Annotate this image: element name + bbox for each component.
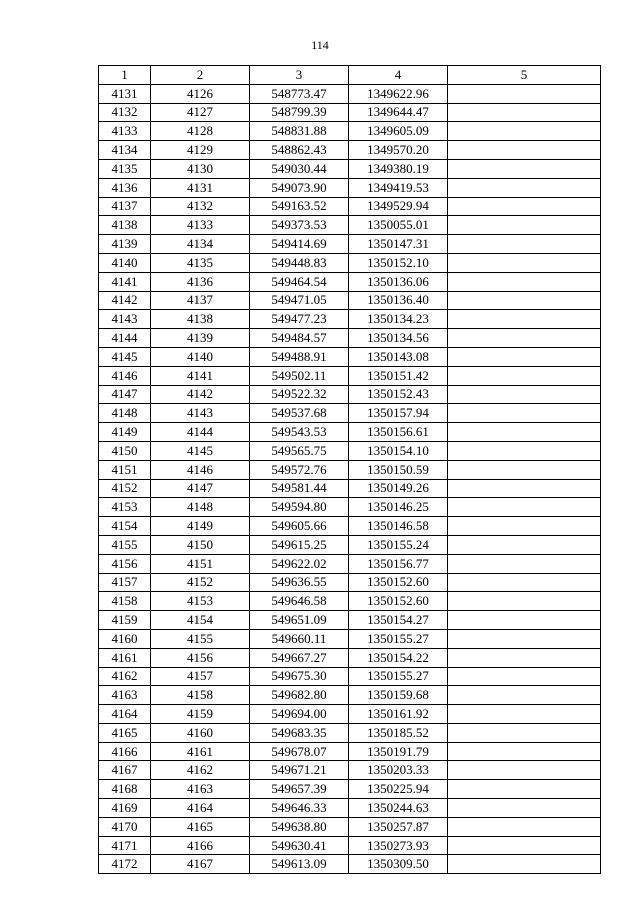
table-cell bbox=[448, 216, 601, 235]
table-row bbox=[99, 178, 601, 197]
table-cell: 1350146.25 bbox=[349, 498, 448, 517]
table-cell: 4132 bbox=[99, 103, 151, 122]
table-cell: 1349622.96 bbox=[349, 84, 448, 103]
table-cell bbox=[448, 103, 601, 122]
table-row bbox=[99, 84, 601, 103]
table-cell: 4136 bbox=[99, 178, 151, 197]
table-cell: 4157 bbox=[99, 573, 151, 592]
table-cell: 549537.68 bbox=[250, 404, 349, 423]
table-cell bbox=[448, 573, 601, 592]
table-row bbox=[99, 517, 601, 536]
table-row bbox=[99, 272, 601, 291]
table-row bbox=[99, 742, 601, 761]
table-cell: 1350155.27 bbox=[349, 629, 448, 648]
table-cell: 4153 bbox=[151, 592, 250, 611]
table-cell: 4142 bbox=[99, 291, 151, 310]
table-cell bbox=[448, 122, 601, 141]
table-row bbox=[99, 817, 601, 836]
table-cell: 4148 bbox=[151, 498, 250, 517]
table-row bbox=[99, 535, 601, 554]
table-cell: 1350156.61 bbox=[349, 423, 448, 442]
table-cell: 4143 bbox=[99, 310, 151, 329]
table-cell: 549448.83 bbox=[250, 253, 349, 272]
table-cell: 4149 bbox=[151, 517, 250, 536]
table-cell: 4137 bbox=[99, 197, 151, 216]
table-cell bbox=[448, 554, 601, 573]
table-cell: 4140 bbox=[99, 253, 151, 272]
table-cell bbox=[448, 366, 601, 385]
column-header: 1 bbox=[99, 66, 151, 85]
table-cell: 549636.55 bbox=[250, 573, 349, 592]
table-row bbox=[99, 441, 601, 460]
table-cell: 4164 bbox=[151, 799, 250, 818]
table-cell: 549163.52 bbox=[250, 197, 349, 216]
table-cell: 1349644.47 bbox=[349, 103, 448, 122]
table-cell: 1350309.50 bbox=[349, 855, 448, 874]
table-cell: 1350203.33 bbox=[349, 761, 448, 780]
table-cell: 1350161.92 bbox=[349, 705, 448, 724]
table-cell: 4146 bbox=[99, 366, 151, 385]
table-cell: 1350225.94 bbox=[349, 780, 448, 799]
table-cell: 549594.80 bbox=[250, 498, 349, 517]
table-cell: 549675.30 bbox=[250, 667, 349, 686]
table-cell: 1350143.08 bbox=[349, 347, 448, 366]
table-cell bbox=[448, 686, 601, 705]
table-cell: 1350154.22 bbox=[349, 648, 448, 667]
table-cell: 549638.80 bbox=[250, 817, 349, 836]
table-cell: 549682.80 bbox=[250, 686, 349, 705]
table-cell: 1350134.23 bbox=[349, 310, 448, 329]
table-cell: 549572.76 bbox=[250, 460, 349, 479]
table-cell: 1350257.87 bbox=[349, 817, 448, 836]
table-cell: 1350152.43 bbox=[349, 385, 448, 404]
table-cell: 549414.69 bbox=[250, 235, 349, 254]
table-cell: 549464.54 bbox=[250, 272, 349, 291]
table-cell: 549667.27 bbox=[250, 648, 349, 667]
table-row bbox=[99, 799, 601, 818]
table-cell: 4160 bbox=[99, 629, 151, 648]
table-row bbox=[99, 592, 601, 611]
table-cell: 4135 bbox=[99, 159, 151, 178]
table-cell: 549646.33 bbox=[250, 799, 349, 818]
table-cell: 549543.53 bbox=[250, 423, 349, 442]
table-cell: 1349380.19 bbox=[349, 159, 448, 178]
table-cell bbox=[448, 291, 601, 310]
table-row bbox=[99, 554, 601, 573]
table-cell: 4150 bbox=[99, 441, 151, 460]
table-cell: 4166 bbox=[151, 836, 250, 855]
table-cell: 4145 bbox=[99, 347, 151, 366]
table-cell: 4152 bbox=[151, 573, 250, 592]
table-cell: 549373.53 bbox=[250, 216, 349, 235]
table-cell: 549671.21 bbox=[250, 761, 349, 780]
table-cell: 1350244.63 bbox=[349, 799, 448, 818]
table-row bbox=[99, 291, 601, 310]
table-row bbox=[99, 216, 601, 235]
table-cell: 4156 bbox=[99, 554, 151, 573]
table-cell: 4154 bbox=[99, 517, 151, 536]
table-cell bbox=[448, 498, 601, 517]
table-row bbox=[99, 686, 601, 705]
table-cell: 1350159.68 bbox=[349, 686, 448, 705]
table-cell: 549694.00 bbox=[250, 705, 349, 724]
table-cell: 4159 bbox=[151, 705, 250, 724]
table-cell: 1350151.42 bbox=[349, 366, 448, 385]
table-cell: 4133 bbox=[151, 216, 250, 235]
table-cell bbox=[448, 197, 601, 216]
table-cell: 4138 bbox=[151, 310, 250, 329]
table-cell bbox=[448, 423, 601, 442]
table-cell: 549484.57 bbox=[250, 329, 349, 348]
table-row bbox=[99, 253, 601, 272]
table-row bbox=[99, 141, 601, 160]
table-cell: 4170 bbox=[99, 817, 151, 836]
table-cell: 4167 bbox=[99, 761, 151, 780]
table-cell: 4165 bbox=[151, 817, 250, 836]
table-cell: 4161 bbox=[99, 648, 151, 667]
table-cell: 4158 bbox=[99, 592, 151, 611]
table-cell: 4162 bbox=[151, 761, 250, 780]
table-cell: 4131 bbox=[151, 178, 250, 197]
table-cell bbox=[448, 310, 601, 329]
table-cell: 4133 bbox=[99, 122, 151, 141]
table-row bbox=[99, 103, 601, 122]
table-cell: 4167 bbox=[151, 855, 250, 874]
table-cell bbox=[448, 648, 601, 667]
table-cell: 4135 bbox=[151, 253, 250, 272]
table-cell: 4163 bbox=[99, 686, 151, 705]
table-cell: 1349605.09 bbox=[349, 122, 448, 141]
table-cell: 4147 bbox=[99, 385, 151, 404]
table-cell: 549622.02 bbox=[250, 554, 349, 573]
table-cell: 549683.35 bbox=[250, 723, 349, 742]
table-cell bbox=[448, 780, 601, 799]
table-cell bbox=[448, 441, 601, 460]
table-cell: 4141 bbox=[99, 272, 151, 291]
table-cell: 549651.09 bbox=[250, 611, 349, 630]
table-cell: 4132 bbox=[151, 197, 250, 216]
table-cell: 549471.05 bbox=[250, 291, 349, 310]
table-cell: 549488.91 bbox=[250, 347, 349, 366]
table-cell: 4127 bbox=[151, 103, 250, 122]
table-cell: 1350146.58 bbox=[349, 517, 448, 536]
table-cell: 549678.07 bbox=[250, 742, 349, 761]
table-cell bbox=[448, 517, 601, 536]
table-cell bbox=[448, 329, 601, 348]
table-cell: 4149 bbox=[99, 423, 151, 442]
table-cell: 1350152.60 bbox=[349, 573, 448, 592]
table-row bbox=[99, 310, 601, 329]
table-cell bbox=[448, 141, 601, 160]
table-cell: 4126 bbox=[151, 84, 250, 103]
table-cell: 549646.58 bbox=[250, 592, 349, 611]
table-cell bbox=[448, 629, 601, 648]
table-cell: 4159 bbox=[99, 611, 151, 630]
table-row bbox=[99, 460, 601, 479]
table-cell: 4145 bbox=[151, 441, 250, 460]
table-cell bbox=[448, 723, 601, 742]
table-cell: 549613.09 bbox=[250, 855, 349, 874]
page-number: 114 bbox=[311, 38, 329, 52]
table-row bbox=[99, 423, 601, 442]
table-cell bbox=[448, 592, 601, 611]
table-cell bbox=[448, 272, 601, 291]
table-cell: 4153 bbox=[99, 498, 151, 517]
table-cell: 4155 bbox=[99, 535, 151, 554]
table-cell: 4162 bbox=[99, 667, 151, 686]
table-cell bbox=[448, 460, 601, 479]
table-cell bbox=[448, 178, 601, 197]
table-row bbox=[99, 122, 601, 141]
table-row bbox=[99, 197, 601, 216]
table-cell: 4131 bbox=[99, 84, 151, 103]
table-row bbox=[99, 648, 601, 667]
table-cell: 4151 bbox=[151, 554, 250, 573]
table-row bbox=[99, 479, 601, 498]
table-cell: 549565.75 bbox=[250, 441, 349, 460]
table-cell: 548773.47 bbox=[250, 84, 349, 103]
table-row bbox=[99, 159, 601, 178]
table-cell: 4158 bbox=[151, 686, 250, 705]
table-cell: 4168 bbox=[99, 780, 151, 799]
table-row bbox=[99, 836, 601, 855]
table-row bbox=[99, 498, 601, 517]
table-cell: 4143 bbox=[151, 404, 250, 423]
table-cell: 4157 bbox=[151, 667, 250, 686]
table-cell: 4147 bbox=[151, 479, 250, 498]
table-cell: 1349529.94 bbox=[349, 197, 448, 216]
table-cell bbox=[448, 799, 601, 818]
table-cell: 4152 bbox=[99, 479, 151, 498]
table-cell: 548799.39 bbox=[250, 103, 349, 122]
table-cell: 4140 bbox=[151, 347, 250, 366]
column-header: 2 bbox=[151, 66, 250, 85]
table-cell: 4161 bbox=[151, 742, 250, 761]
table-row bbox=[99, 855, 601, 874]
table-cell: 4142 bbox=[151, 385, 250, 404]
table-row bbox=[99, 629, 601, 648]
table-row bbox=[99, 329, 601, 348]
table-cell: 4164 bbox=[99, 705, 151, 724]
table-cell: 4139 bbox=[99, 235, 151, 254]
table-cell: 4169 bbox=[99, 799, 151, 818]
column-header: 4 bbox=[349, 66, 448, 85]
table-cell: 549605.66 bbox=[250, 517, 349, 536]
table-cell: 4136 bbox=[151, 272, 250, 291]
table-cell: 4138 bbox=[99, 216, 151, 235]
table-cell: 4150 bbox=[151, 535, 250, 554]
table-cell: 549073.90 bbox=[250, 178, 349, 197]
table-cell: 4160 bbox=[151, 723, 250, 742]
table-cell: 549657.39 bbox=[250, 780, 349, 799]
table-cell: 4154 bbox=[151, 611, 250, 630]
table-cell: 1350147.31 bbox=[349, 235, 448, 254]
table-cell: 4156 bbox=[151, 648, 250, 667]
table-cell: 549522.32 bbox=[250, 385, 349, 404]
table-cell: 4144 bbox=[151, 423, 250, 442]
table-cell: 1350149.26 bbox=[349, 479, 448, 498]
table-cell bbox=[448, 611, 601, 630]
column-header: 5 bbox=[448, 66, 601, 85]
table-cell: 1350152.10 bbox=[349, 253, 448, 272]
table-cell: 4163 bbox=[151, 780, 250, 799]
table-cell: 4141 bbox=[151, 366, 250, 385]
table-cell: 4144 bbox=[99, 329, 151, 348]
table-cell: 1350156.77 bbox=[349, 554, 448, 573]
table-row bbox=[99, 347, 601, 366]
coordinates-table bbox=[98, 65, 601, 874]
table-row bbox=[99, 780, 601, 799]
table-cell bbox=[448, 742, 601, 761]
table-cell bbox=[448, 159, 601, 178]
table-cell bbox=[448, 385, 601, 404]
table-cell: 1350154.10 bbox=[349, 441, 448, 460]
table-cell bbox=[448, 479, 601, 498]
table-cell: 549581.44 bbox=[250, 479, 349, 498]
table-cell: 4146 bbox=[151, 460, 250, 479]
table-row bbox=[99, 235, 601, 254]
table-cell: 1350273.93 bbox=[349, 836, 448, 855]
table-row bbox=[99, 723, 601, 742]
table-cell bbox=[448, 761, 601, 780]
table-cell bbox=[448, 84, 601, 103]
table-cell: 4134 bbox=[151, 235, 250, 254]
table-cell: 548862.43 bbox=[250, 141, 349, 160]
table-cell: 549502.11 bbox=[250, 366, 349, 385]
table-cell: 4130 bbox=[151, 159, 250, 178]
table-cell: 548831.88 bbox=[250, 122, 349, 141]
table-row bbox=[99, 667, 601, 686]
table-cell: 1350150.59 bbox=[349, 460, 448, 479]
table-cell: 4165 bbox=[99, 723, 151, 742]
table-cell: 4137 bbox=[151, 291, 250, 310]
table-cell: 1350136.06 bbox=[349, 272, 448, 291]
table-cell: 4171 bbox=[99, 836, 151, 855]
table-row bbox=[99, 404, 601, 423]
table-cell: 4129 bbox=[151, 141, 250, 160]
table-cell: 549030.44 bbox=[250, 159, 349, 178]
table-cell bbox=[448, 235, 601, 254]
table-cell: 1350155.27 bbox=[349, 667, 448, 686]
table-cell bbox=[448, 855, 601, 874]
table-cell: 4128 bbox=[151, 122, 250, 141]
table-cell bbox=[448, 253, 601, 272]
table-cell: 4166 bbox=[99, 742, 151, 761]
column-header: 3 bbox=[250, 66, 349, 85]
table-cell: 549477.23 bbox=[250, 310, 349, 329]
table-cell: 1350157.94 bbox=[349, 404, 448, 423]
table-row bbox=[99, 705, 601, 724]
table-cell: 1349419.53 bbox=[349, 178, 448, 197]
table-cell bbox=[448, 817, 601, 836]
table-cell bbox=[448, 404, 601, 423]
table-cell: 1350155.24 bbox=[349, 535, 448, 554]
table-row bbox=[99, 385, 601, 404]
table-cell: 4139 bbox=[151, 329, 250, 348]
table-row bbox=[99, 761, 601, 780]
table-cell: 1350136.40 bbox=[349, 291, 448, 310]
table-cell: 1350185.52 bbox=[349, 723, 448, 742]
table-cell: 4172 bbox=[99, 855, 151, 874]
table-cell: 4155 bbox=[151, 629, 250, 648]
table-body bbox=[99, 84, 601, 873]
table-cell bbox=[448, 836, 601, 855]
table-row bbox=[99, 366, 601, 385]
table-header-row bbox=[99, 66, 601, 85]
table-cell: 1349570.20 bbox=[349, 141, 448, 160]
table-cell bbox=[448, 705, 601, 724]
table-cell: 1350154.27 bbox=[349, 611, 448, 630]
table-cell bbox=[448, 347, 601, 366]
table-cell: 1350191.79 bbox=[349, 742, 448, 761]
table-row bbox=[99, 573, 601, 592]
table-cell: 549630.41 bbox=[250, 836, 349, 855]
table-cell: 549660.11 bbox=[250, 629, 349, 648]
table-cell: 549615.25 bbox=[250, 535, 349, 554]
table-cell bbox=[448, 535, 601, 554]
table-cell bbox=[448, 667, 601, 686]
table-cell: 4134 bbox=[99, 141, 151, 160]
table-cell: 4148 bbox=[99, 404, 151, 423]
table-row bbox=[99, 611, 601, 630]
table-cell: 1350055.01 bbox=[349, 216, 448, 235]
table-cell: 1350152.60 bbox=[349, 592, 448, 611]
table-cell: 4151 bbox=[99, 460, 151, 479]
table-cell: 1350134.56 bbox=[349, 329, 448, 348]
